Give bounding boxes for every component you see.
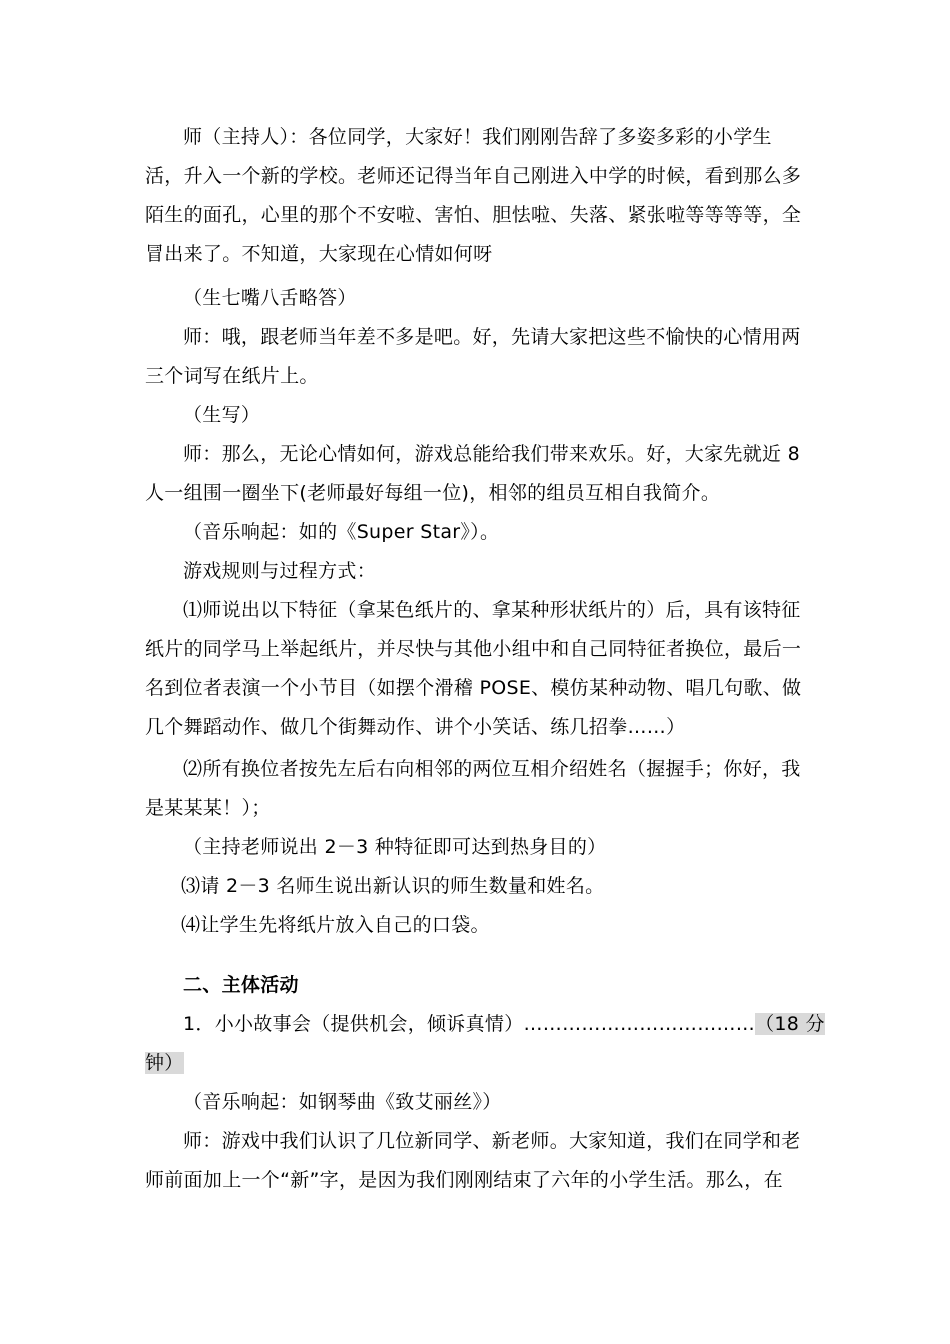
paragraph-rule-2: ⑵所有换位者按先左后右向相邻的两位互相介绍姓名（握握手；你好，我是某某某！）； [145,758,801,819]
paragraph-host-note: （主持老师说出 2－3 种特征即可达到热身目的） [183,836,607,858]
item-story-meeting-time-cont [145,1044,184,1083]
paragraph-music-elise: （音乐响起：如钢琴曲《致艾丽丝》） [183,1091,502,1113]
paragraph-rule-4: ⑷让学生先将纸片放入自己的口袋。 [181,914,490,936]
paragraph-students-answer: （生七嘴八舌略答） [183,287,357,309]
section-heading-main-activity: 二、主体活动 [183,974,299,996]
paragraph-host-opening: 师（主持人）：各位同学，大家好！我们刚刚告辞了多姿多彩的小学生活，升入一个新的学校。老师还记得当年自己刚进入中学的时候，看到那么多陌生的面孔，心里的那个不安啦、害怕、胆怯啦、失落、紧张啦等等等等，全冒出来了。不知道，大家现在心情如何呀 [145,126,802,265]
paragraph-students-write: （生写） [183,404,261,426]
paragraph-music-superstar: （音乐响起：如的《Super Star》）。 [183,521,500,543]
paragraph-rule-1: ⑴师说出以下特征（拿某色纸片的、拿某种形状纸片的）后，具有该特征纸片的同学马上举起纸片，并尽快与其他小组中和自己同特征者换位，最后一名到位者表演一个小节目（如摆个滑稽 POSE、模仿某种动物、唱几句歌、做几个舞蹈动作、做几个街舞动作、讲个小笑话、练几招拳……） [145,599,802,738]
item-story-meeting-label: 1．小小故事会（提供机会，倾诉真情）……………………………… [183,1013,756,1035]
item-story-meeting-time: （18 分 [755,1013,825,1035]
paragraph-teacher-new-classmates: 师：游戏中我们认识了几位新同学、新老师。大家知道，我们在同学和老师前面加上一个“新”字，是因为我们刚刚结束了六年的小学生活。那么，在 [145,1130,801,1191]
item-story-meeting [183,1005,825,1044]
paragraph-game-rules-title: 游戏规则与过程方式： [183,560,377,582]
paragraph-teacher-write-feelings: 师：哦，跟老师当年差不多是吧。好，先请大家把这些不愉快的心情用两三个词写在纸片上。 [145,326,801,387]
item-story-meeting-time-end: 钟） [145,1052,184,1074]
paragraph-rule-3: ⑶请 2－3 名师生说出新认识的师生数量和姓名。 [181,875,605,897]
paragraph-teacher-game-intro: 师：那么，无论心情如何，游戏总能给我们带来欢乐。好，大家先就近 8 人一组围一圈坐下(老师最好每组一位)，相邻的组员互相自我简介。 [145,443,801,504]
